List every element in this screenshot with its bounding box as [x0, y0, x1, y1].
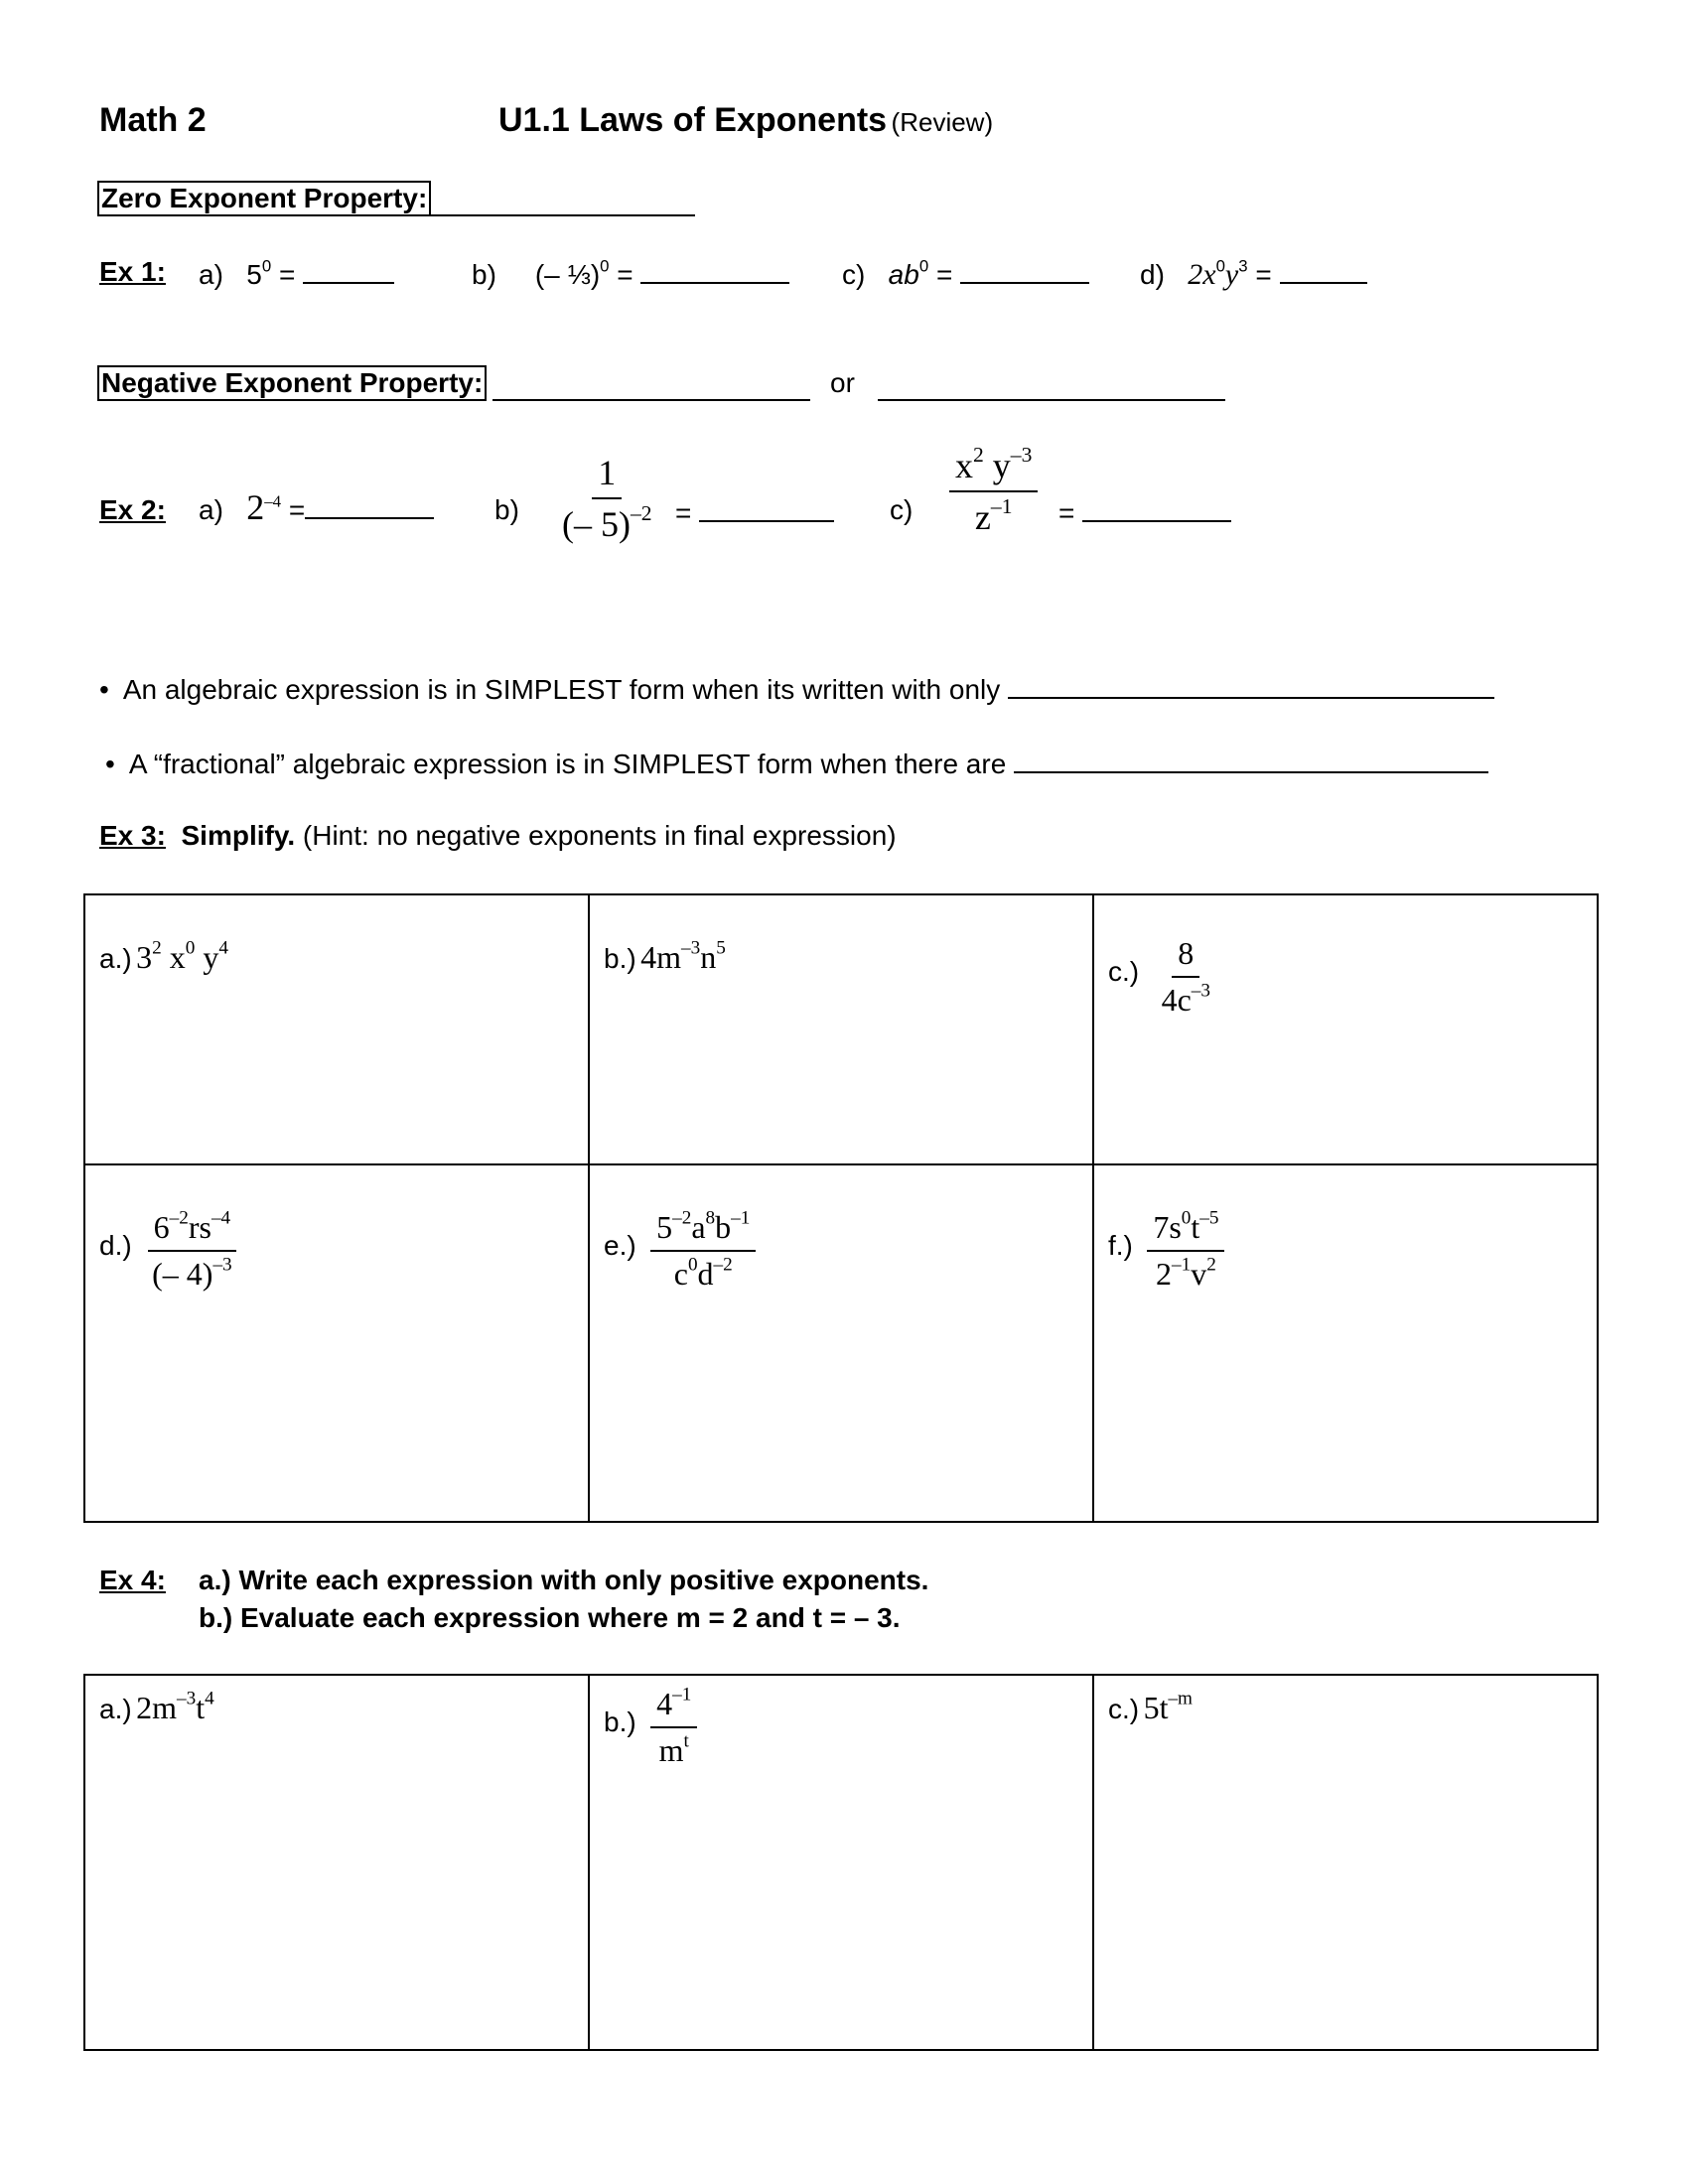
- ex4-cell-a[interactable]: [83, 1674, 590, 2051]
- ex3-e-ne2: 8: [705, 1207, 716, 1229]
- ex3-e-fraction: [650, 1209, 756, 1293]
- page-title: [498, 101, 993, 140]
- ex3-cell-d[interactable]: [83, 1163, 590, 1523]
- bullet-2-blank[interactable]: [1014, 746, 1488, 773]
- ex3-b-t2: n: [700, 939, 717, 975]
- negative-property-blank-1[interactable]: [492, 373, 810, 401]
- ex3-a-e3: 4: [218, 937, 228, 959]
- ex3-d-n2: rs: [188, 1209, 211, 1245]
- ex1-d-exp2: 3: [1238, 256, 1248, 276]
- ex3-b-tag: b.): [604, 943, 636, 974]
- ex3-c-den-exp: –3: [1191, 980, 1210, 1002]
- ex3-e-tag: e.): [604, 1230, 636, 1262]
- ex3-c-num: 8: [1172, 935, 1199, 978]
- ex3-a-e1: 2: [152, 937, 162, 959]
- ex2-c-blank[interactable]: [1082, 494, 1231, 522]
- ex3-f-d1: 2: [1156, 1256, 1173, 1292]
- ex1-d-var2: y: [1224, 258, 1239, 291]
- ex2-c-fraction: [949, 442, 1038, 538]
- ex1-a-tag: a): [199, 259, 223, 290]
- bullet-dot-1: •: [99, 674, 109, 705]
- ex3-e-n3: b: [715, 1209, 732, 1245]
- ex2-b-num: 1: [592, 452, 622, 499]
- ex3-cell-a[interactable]: [83, 893, 590, 1165]
- ex3-d-den: (– 4): [152, 1256, 213, 1292]
- ex2-c-num-y: y: [992, 446, 1011, 485]
- ex4-cell-c[interactable]: [1092, 1674, 1599, 2051]
- ex3-e-d1: c: [673, 1256, 688, 1292]
- ex4-c-tag: c.): [1108, 1694, 1140, 1724]
- ex3-e-n2: a: [691, 1209, 706, 1245]
- ex2-c-num-x: x: [955, 446, 973, 485]
- ex3-a-e2: 0: [185, 937, 196, 959]
- ex4-b-den-exp: t: [683, 1730, 689, 1752]
- ex2-c-den-base: z: [974, 497, 991, 537]
- ex2-c-num-y-exp: –3: [1010, 442, 1033, 467]
- bullet-2-text: A “fractional” algebraic expression is in SIMPLEST form when there are: [128, 749, 1007, 779]
- ex2-b-fraction: [556, 452, 658, 545]
- ex3-f-tag: f.): [1108, 1230, 1133, 1262]
- ex3-c-tag: c.): [1108, 956, 1140, 988]
- ex2-a-eq: =: [288, 494, 306, 525]
- ex2-a-blank[interactable]: [305, 491, 434, 519]
- negative-exponent-label: Negative Exponent Property:: [97, 365, 487, 401]
- ex4-cell-b[interactable]: [588, 1674, 1094, 2051]
- ex3-d-den-exp: –3: [212, 1254, 232, 1276]
- ex1-c-tag: c): [842, 259, 866, 290]
- ex3-f-fraction: [1147, 1209, 1224, 1293]
- ex1-label: Ex 1:: [99, 256, 166, 287]
- ex3-d-n1: 6: [153, 1209, 170, 1245]
- page-title-text: U1.1 Laws of Exponents: [498, 101, 888, 139]
- ex1-d-tag: d): [1140, 259, 1165, 290]
- ex1-b-exp: 0: [600, 256, 610, 276]
- ex3-title: Simplify.: [181, 820, 296, 851]
- ex3-a-t2: x: [169, 939, 186, 975]
- ex2-b-blank[interactable]: [699, 494, 834, 522]
- ex1-b-blank[interactable]: [640, 256, 789, 284]
- ex2-c-tag: c): [890, 494, 914, 525]
- ex2-c-answer: [1058, 494, 1231, 529]
- ex1-d-coef: 2x: [1188, 258, 1216, 291]
- page-title-suffix: (Review): [891, 107, 994, 137]
- ex3-a-expr: [136, 939, 228, 975]
- ex2-a-base: 2: [246, 487, 265, 527]
- ex1-a-exp: 0: [261, 256, 272, 276]
- ex4-c-t1: 5t: [1143, 1690, 1169, 1725]
- ex1-c-base: ab: [888, 259, 919, 290]
- or-text: or: [830, 367, 855, 398]
- ex3-a-tag: a.): [99, 943, 132, 974]
- ex4-a-t2: t: [196, 1690, 206, 1725]
- ex4-c-expr: [1144, 1690, 1193, 1725]
- ex3-e-ne1: –2: [672, 1207, 692, 1229]
- ex3-hint: (Hint: no negative exponents in final expression): [302, 820, 897, 851]
- ex4-a-t1: 2m: [136, 1690, 178, 1725]
- ex3-f-de1: –1: [1172, 1254, 1192, 1276]
- ex3-header: [99, 820, 897, 852]
- ex3-d-ne1: –2: [169, 1207, 189, 1229]
- ex3-e-de2: –2: [713, 1254, 733, 1276]
- ex4-a-tag: a.): [99, 1694, 132, 1724]
- ex1-b-tag: b): [472, 259, 496, 290]
- ex3-c-den: 4c: [1161, 982, 1192, 1018]
- ex4-b-den: m: [658, 1732, 684, 1768]
- ex3-label: Ex 3:: [99, 820, 166, 851]
- ex2-b-eq: =: [675, 497, 692, 528]
- ex4-label: Ex 4:: [99, 1565, 166, 1595]
- ex3-f-d2: v: [1191, 1256, 1207, 1292]
- ex2-a-tag: a): [199, 494, 223, 525]
- ex4-line-2: b.) Evaluate each expression where m = 2 and t = – 3.: [199, 1602, 901, 1633]
- ex4-b-tag: b.): [604, 1706, 636, 1738]
- ex3-e-n1: 5: [656, 1209, 673, 1245]
- ex1-c-eq: =: [935, 259, 953, 290]
- bullet-dot-2: •: [105, 749, 115, 779]
- ex1-b-eq: =: [617, 259, 633, 290]
- ex3-f-ne1: 0: [1181, 1207, 1192, 1229]
- ex4-c-e1: –m: [1168, 1688, 1193, 1709]
- ex3-a-t1: 3: [136, 939, 153, 975]
- bullet-1: [99, 671, 1494, 706]
- ex3-cell-c[interactable]: [1092, 893, 1599, 1165]
- bullet-2: [105, 746, 1488, 780]
- zero-exponent-label: Zero Exponent Property:: [97, 181, 431, 216]
- ex3-cell-f[interactable]: [1092, 1163, 1599, 1523]
- course-title: Math 2: [99, 101, 207, 139]
- ex2-b-answer: [675, 494, 834, 529]
- ex4-a-e2: 4: [205, 1688, 214, 1709]
- ex2-a: [199, 486, 434, 528]
- ex1-c: [842, 256, 1089, 291]
- ex1-c-exp: 0: [918, 256, 929, 276]
- zero-property-blank[interactable]: [431, 189, 695, 216]
- ex2-b-tag: b): [494, 494, 519, 525]
- ex4-a-e1: –3: [177, 1688, 197, 1709]
- ex1-b: [472, 256, 789, 291]
- ex1-row: [99, 256, 166, 288]
- ex3-d-fraction: [146, 1209, 238, 1293]
- ex3-b-e1: –3: [681, 937, 701, 959]
- ex3-a-t3: y: [203, 939, 219, 975]
- bullet-1-text: An algebraic expression is in SIMPLEST form when its written with only: [122, 674, 1001, 705]
- ex3-cell-e[interactable]: [588, 1163, 1094, 1523]
- ex1-d-blank[interactable]: [1280, 256, 1367, 284]
- ex1-b-base: (– ⅓): [534, 259, 601, 290]
- ex2-a-exp: –4: [264, 491, 282, 511]
- ex3-f-n2: t: [1191, 1209, 1200, 1245]
- ex3-b-t1: 4m: [640, 939, 682, 975]
- ex3-d-ne2: –4: [211, 1207, 231, 1229]
- ex2-c-eq: =: [1058, 497, 1075, 528]
- ex4-line-1: a.) Write each expression with only positive exponents.: [199, 1565, 929, 1595]
- ex1-d-eq: =: [1255, 259, 1272, 290]
- ex3-b-e2: 5: [716, 937, 726, 959]
- ex3-e-de1: 0: [687, 1254, 698, 1276]
- ex3-e-d2: d: [697, 1256, 714, 1292]
- ex1-d: [1140, 256, 1367, 292]
- ex4-b-num-exp: –1: [672, 1684, 692, 1706]
- ex1-d-exp1: 0: [1215, 256, 1225, 276]
- ex2-b-den-exp: –2: [630, 500, 652, 525]
- ex3-d-tag: d.): [99, 1230, 132, 1262]
- ex2-label: Ex 2:: [99, 494, 166, 525]
- ex3-f-ne2: –5: [1199, 1207, 1219, 1229]
- ex3-f-n1: 7s: [1153, 1209, 1182, 1245]
- ex2-c-num-x-exp: 2: [973, 442, 984, 467]
- ex3-cell-b[interactable]: [588, 893, 1094, 1165]
- ex4-b-fraction: [650, 1686, 697, 1769]
- ex2-c-den-exp: –1: [990, 493, 1013, 518]
- ex3-e-ne3: –1: [731, 1207, 751, 1229]
- ex3-b-expr: [640, 939, 726, 975]
- ex1-a: [199, 256, 394, 291]
- ex1-c-blank[interactable]: [960, 256, 1089, 284]
- ex1-a-base: 5: [246, 259, 262, 290]
- ex2-b-den-base: (– 5): [562, 504, 631, 544]
- ex4-a-expr: [136, 1690, 214, 1725]
- negative-property-blank-2[interactable]: [878, 373, 1225, 401]
- ex4-b-num: 4: [656, 1686, 673, 1721]
- ex3-f-de2: 2: [1206, 1254, 1216, 1276]
- ex1-a-eq: =: [278, 259, 296, 290]
- ex3-c-fraction: [1156, 935, 1216, 1019]
- bullet-1-blank[interactable]: [1008, 671, 1494, 699]
- ex1-a-blank[interactable]: [303, 256, 394, 284]
